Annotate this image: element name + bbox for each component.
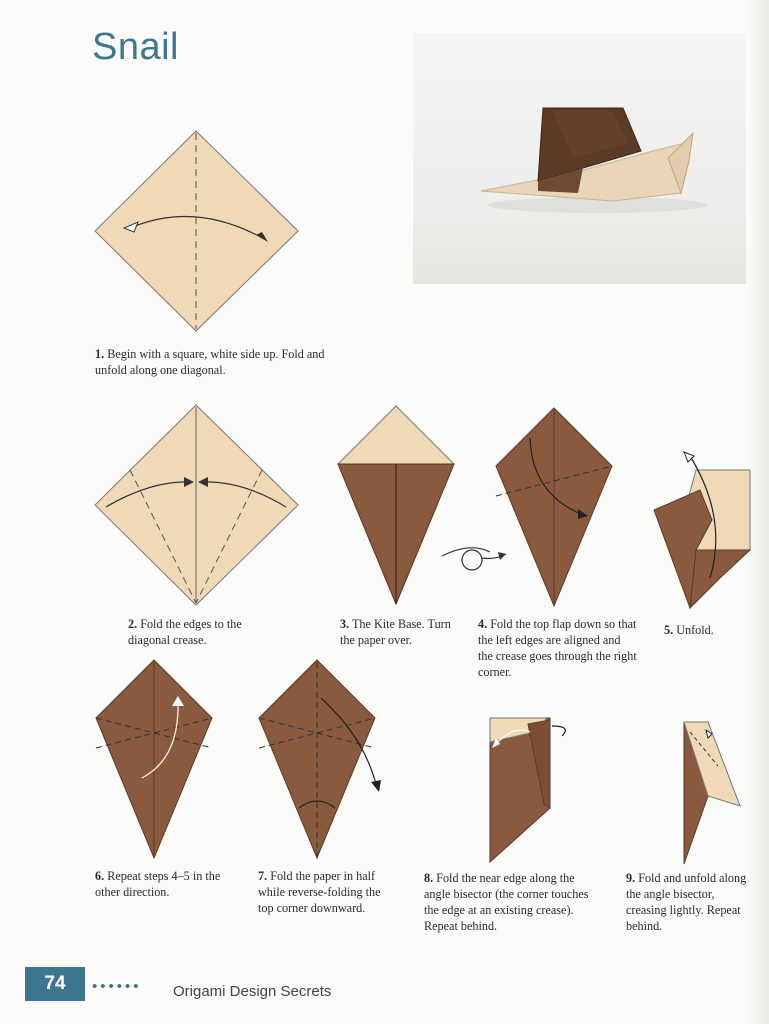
step-4-diagram <box>492 406 616 610</box>
step-text: Fold the top flap down so that the left edges are aligned and the crease goes through the right corner. <box>478 617 637 679</box>
page-number: 74 <box>25 967 85 1001</box>
step-text: The Kite Base. Turn the paper over. <box>340 617 451 647</box>
step-1-caption <box>95 346 325 378</box>
step-6-caption <box>95 868 225 900</box>
step-2-caption <box>128 616 278 648</box>
step-1-diagram <box>92 128 302 334</box>
finished-snail-photo <box>413 33 746 284</box>
step-3-caption <box>340 616 460 648</box>
step-3-diagram <box>334 404 458 608</box>
step-6-diagram <box>92 658 216 862</box>
step-number: 4. <box>478 617 488 631</box>
step-9-diagram <box>678 716 748 866</box>
step-8-diagram <box>484 712 574 864</box>
step-5-diagram <box>650 448 754 612</box>
book-title: Origami Design Secrets <box>173 983 332 1000</box>
step-text: Fold the near edge along the angle bisector (the corner touches the edge at an existing crease). Repeat behind. <box>424 871 589 933</box>
step-number: 1. <box>95 347 105 361</box>
step-text: Begin with a square, white side up. Fold and unfold along one diagonal. <box>95 347 325 377</box>
step-number: 5. <box>664 623 674 637</box>
step-8-caption <box>424 870 604 934</box>
step-text: Repeat steps 4–5 in the other direction. <box>95 869 221 899</box>
footer-dots: •••••• <box>92 978 142 995</box>
step-4-caption <box>478 616 638 680</box>
step-number: 6. <box>95 869 105 883</box>
step-number: 8. <box>424 871 434 885</box>
step-7-caption <box>258 868 388 916</box>
step-text: Fold and unfold along the angle bisector, creasing lightly. Repeat behind. <box>626 871 747 933</box>
step-text: Fold the edges to the diagonal crease. <box>128 617 242 647</box>
step-7-diagram <box>255 658 385 862</box>
step-number: 2. <box>128 617 138 631</box>
step-number: 3. <box>340 617 350 631</box>
step-text: Fold the paper in half while reverse-folding the top corner downward. <box>258 869 381 915</box>
step-2-diagram <box>92 402 302 608</box>
page-title: Snail <box>92 26 179 68</box>
step-text: Unfold. <box>676 623 714 637</box>
step-9-caption <box>626 870 756 934</box>
step-number: 9. <box>626 871 636 885</box>
step-5-caption <box>664 622 744 638</box>
step-number: 7. <box>258 869 268 883</box>
